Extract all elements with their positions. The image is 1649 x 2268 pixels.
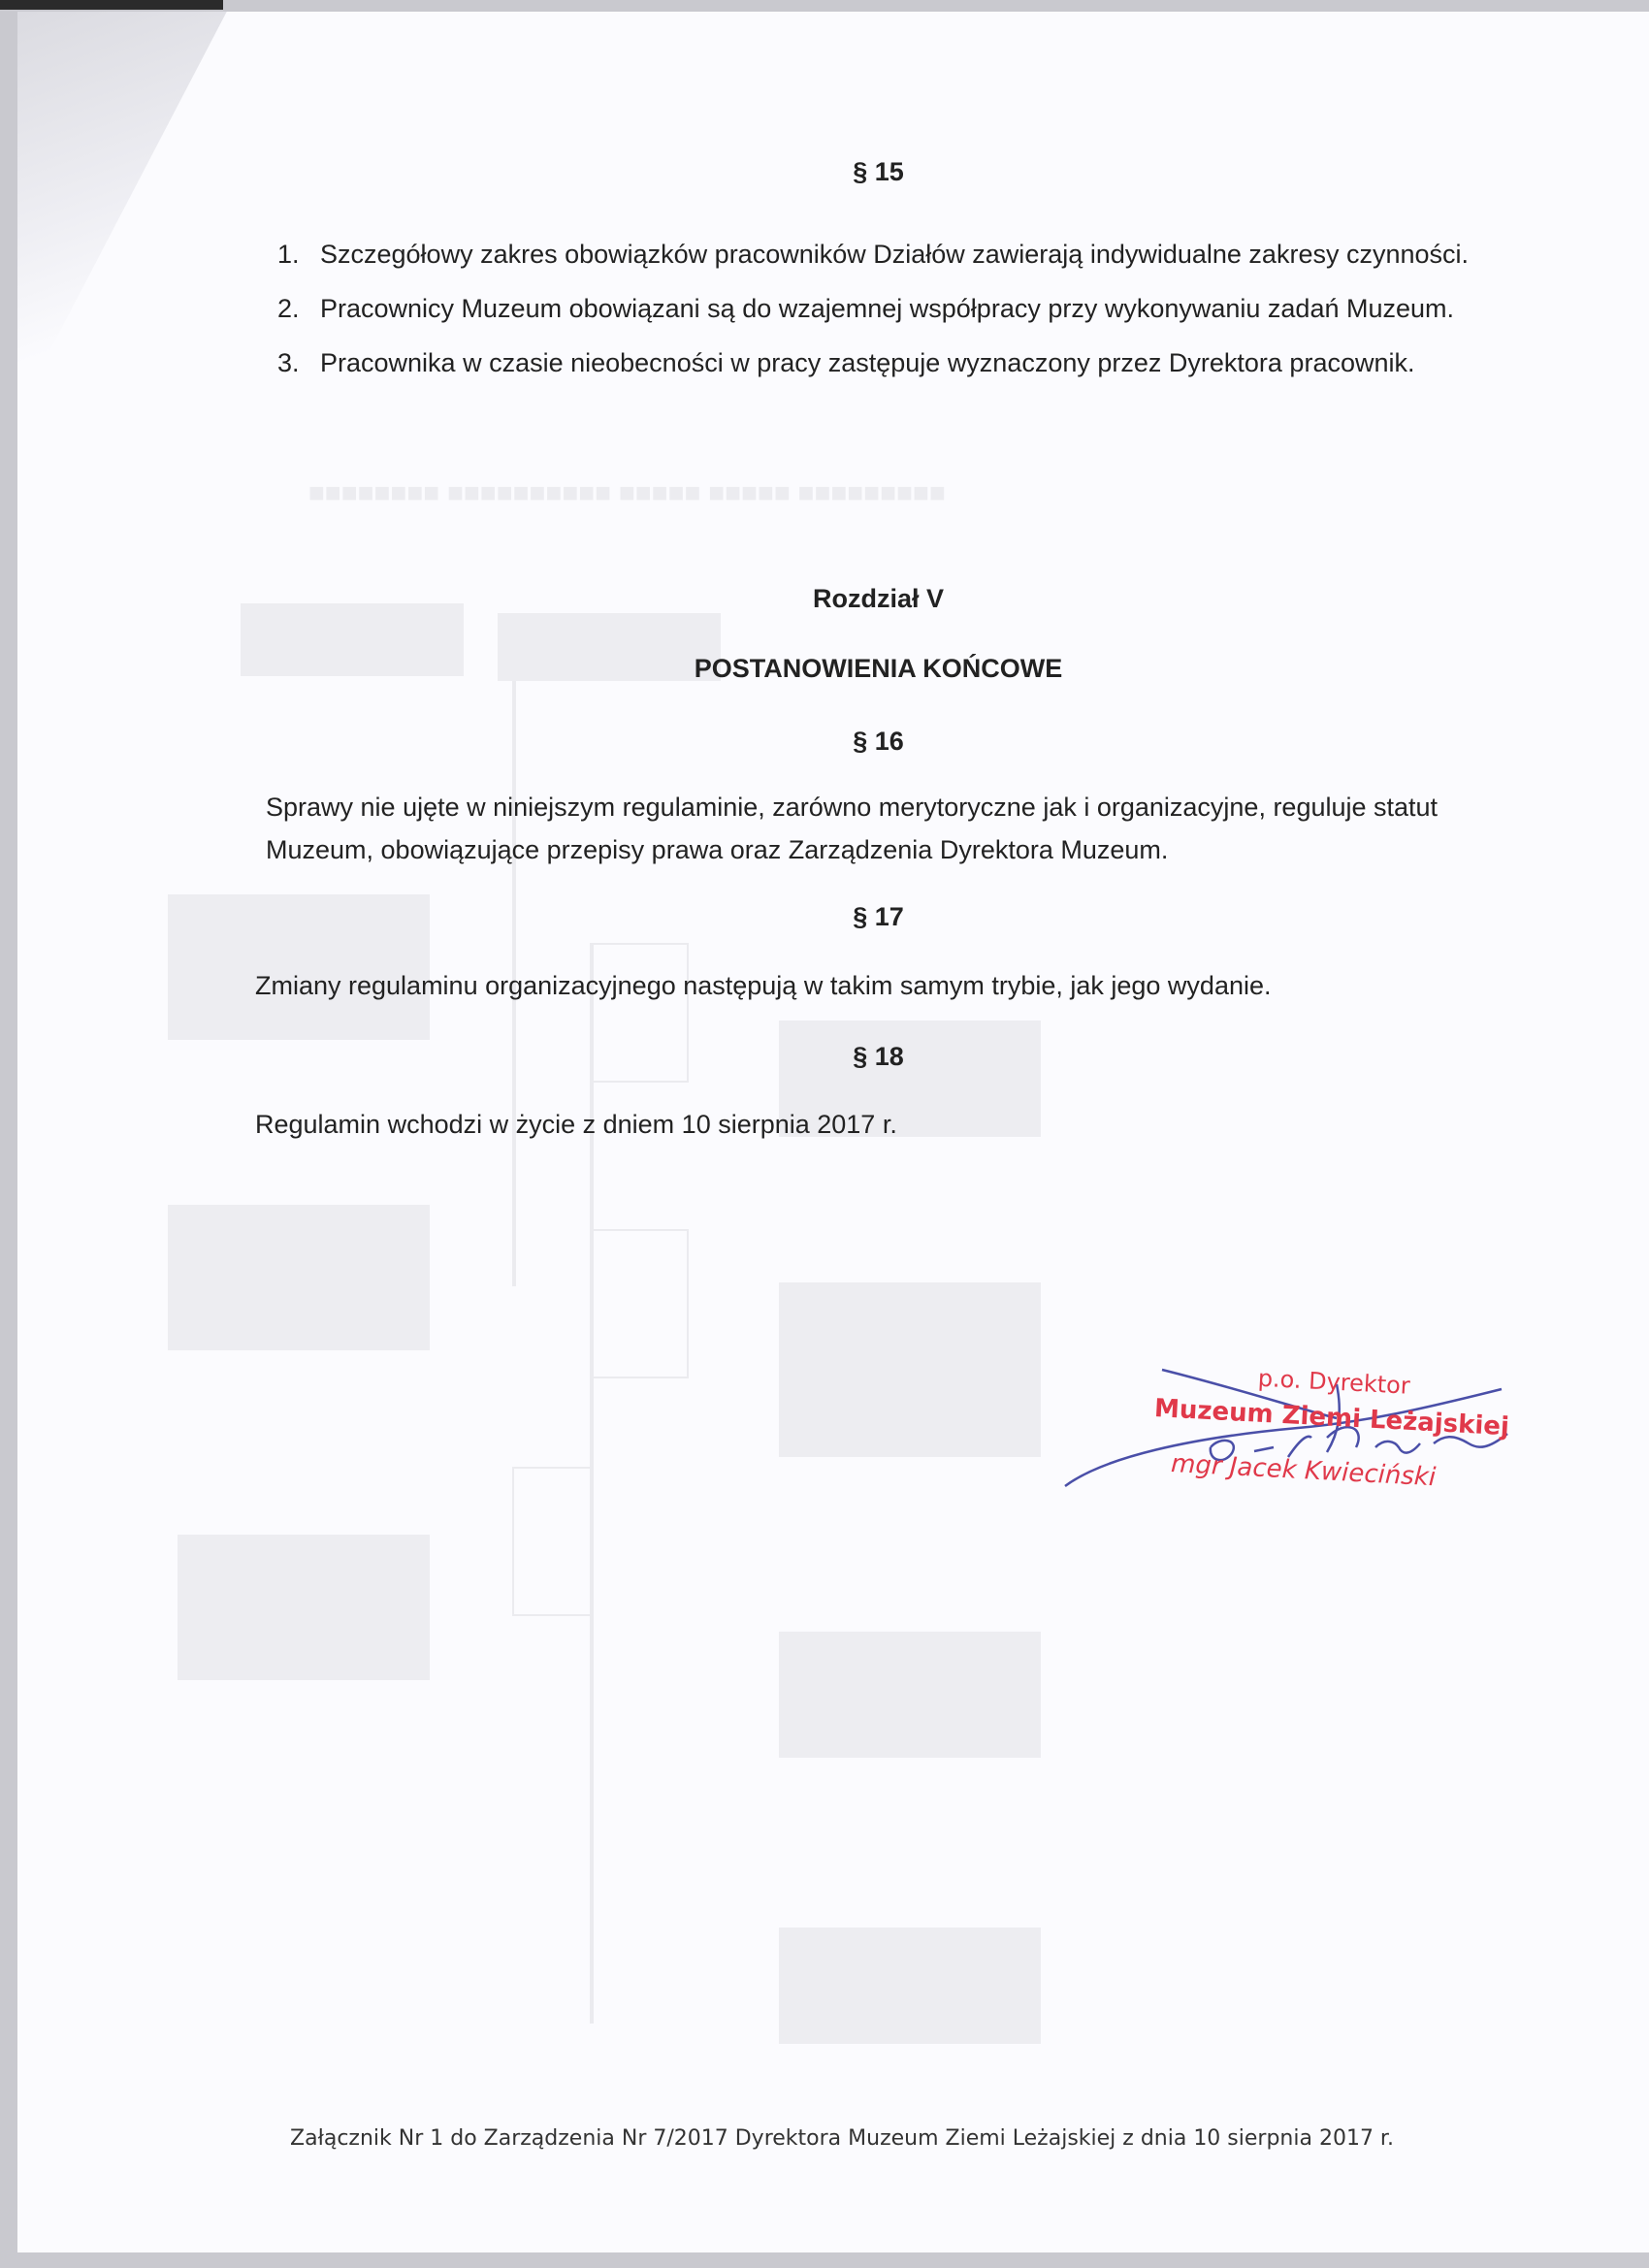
section-15-heading: § 15 <box>853 157 904 186</box>
section-16-text: Sprawy nie ujęte w niniejszym regulaminie, zarówno merytoryczne jak i organizacyjne, reguluje statut Muzeum, obowiązujące przepisy prawa oraz Zarządzenia Dyrektora Muzeum. <box>266 793 1439 864</box>
show-through-title: ■■■■■■■■ ■■■■■■■■■■ ■■■■■ ■■■■■ ■■■■■■■■■ <box>308 477 946 507</box>
section-18-text: Regulamin wchodzi w życie z dniem 10 sierpnia 2017 r. <box>255 1110 897 1139</box>
list-item-number: 3. <box>277 348 300 377</box>
section-15-list <box>258 233 1500 396</box>
stamp-name: mgr Jacek Kwieciński <box>1170 1449 1437 1493</box>
section-18-heading: § 18 <box>853 1042 904 1071</box>
stamp-institution: Muzeum Ziemi Leżajskiej <box>1153 1394 1510 1442</box>
official-stamp <box>1139 1359 1573 1546</box>
chapter-label: Rozdział V <box>812 584 944 613</box>
section-16-heading: § 16 <box>853 727 904 756</box>
list-item <box>258 341 1500 384</box>
document-body <box>17 12 1649 2252</box>
section-17-heading: § 17 <box>853 902 904 931</box>
scan-edge <box>0 0 223 10</box>
list-item-text: Pracownicy Muzeum obowiązani są do wzajemnej współpracy przy wykonywaniu zadań Muzeum. <box>320 294 1455 323</box>
list-item-number: 1. <box>277 240 300 269</box>
list-item-number: 2. <box>277 294 300 323</box>
list-item-text: Pracownika w czasie nieobecności w pracy zastępuje wyznaczony przez Dyrektora pracownik. <box>320 348 1415 377</box>
page-footer: Załącznik Nr 1 do Zarządzenia Nr 7/2017 Dyrektora Muzeum Ziemi Leżajskiej z dnia 10 sierpnia 2017 r. <box>290 2126 1394 2151</box>
list-item-text: Szczegółowy zakres obowiązków pracowników Działów zawierają indywidualne zakresy czynności. <box>320 240 1470 269</box>
section-17-text: Zmiany regulaminu organizacyjnego następują w takim samym trybie, jak jego wydanie. <box>255 971 1272 1000</box>
stamp-role: p.o. Dyrektor <box>1257 1364 1411 1400</box>
document-page <box>17 12 1649 2252</box>
chapter-title: POSTANOWIENIA KOŃCOWE <box>694 654 1063 683</box>
list-item <box>258 287 1500 330</box>
list-item <box>258 233 1500 275</box>
